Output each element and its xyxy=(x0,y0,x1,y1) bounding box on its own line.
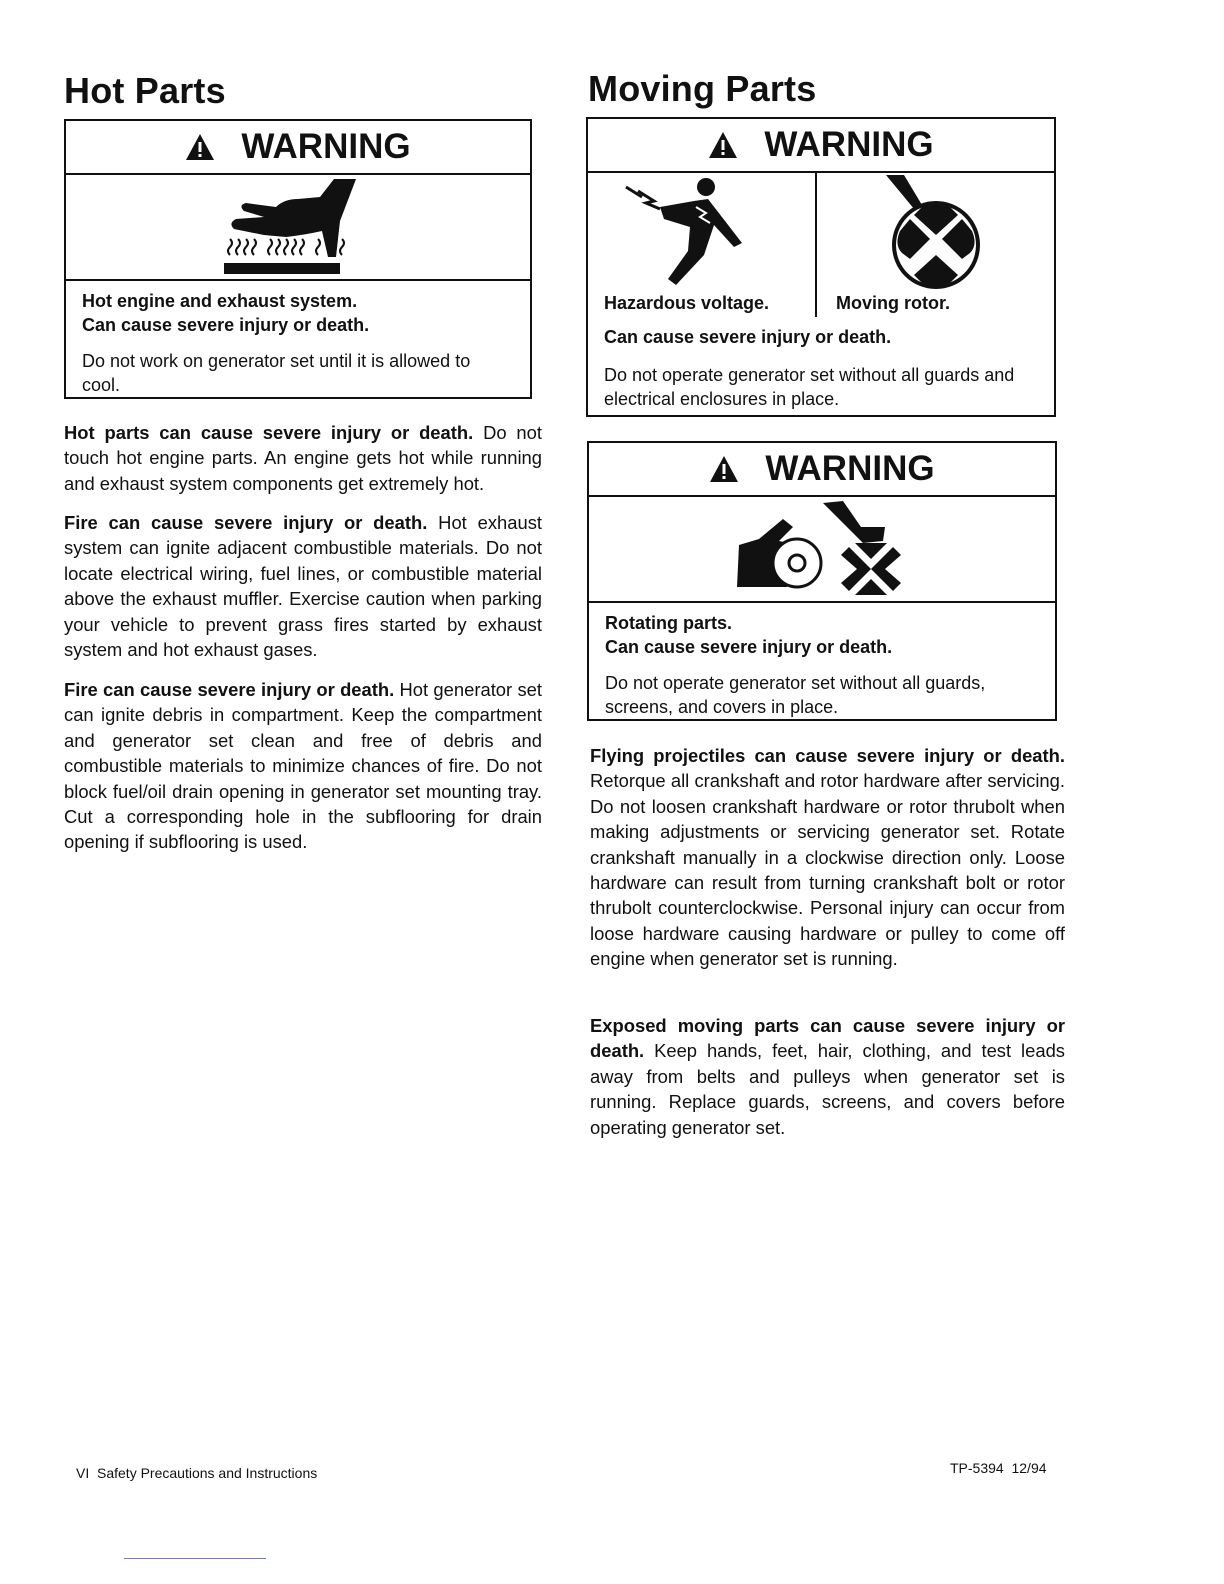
warning-label: WARNING xyxy=(765,449,935,488)
warning-header xyxy=(589,443,1055,497)
vertical-divider xyxy=(815,173,817,317)
hot-parts-paragraph-2: Fire can cause severe injury or death. Hot exhaust system can ignite adjacent combustible materials. Do not locate electrical wiring, fuel lines, or combustible material above the exhaust muffler. Exercise caution when parking your vehicle to prevent grass fires started by exhaust system and hot exhaust gases. xyxy=(64,512,543,661)
hot-parts-paragraph-1: Hot parts can cause severe injury or death. Do not touch hot engine parts. An engine gets hot while running and exhaust system components get extremely hot. xyxy=(64,422,542,494)
hazard-line: Can cause severe injury or death. xyxy=(604,327,892,347)
pictogram-row xyxy=(588,173,1054,317)
warning-triangle-icon xyxy=(185,133,215,161)
moving-parts-paragraph-2: Exposed moving parts can cause severe injury or death. Keep hands, feet, hair, clothing, and test leads away from belts and pulleys when generator set is running. Replace guards, screens, and covers before operating generator set. xyxy=(590,1015,1065,1138)
moving-rotor-caption: Moving rotor. xyxy=(836,293,950,313)
warning-label: WARNING xyxy=(241,127,411,166)
moving-parts-warning-box-2 xyxy=(587,441,1057,721)
warning-triangle-icon xyxy=(708,131,738,159)
hot-parts-paragraph-3: Fire can cause severe injury or death. Hot generator set can ignite debris in compartment. Keep the compartment and generator set clean and free of debris and combustible materials to minimize chances of fire. Do not block fuel/oil drain opening in generator set mounting tray. Cut a corresponding hole in the subflooring for drain opening if subflooring is used. xyxy=(64,679,542,853)
moving-rotor-icon xyxy=(874,175,994,295)
footer-left: VI Safety Precautions and Instructions xyxy=(76,1465,318,1481)
hot-parts-title: Hot Parts xyxy=(64,70,226,111)
moving-parts-warning-box-1 xyxy=(586,117,1056,417)
warning-header xyxy=(588,119,1054,173)
moving-parts-paragraph-1: Flying projectiles can cause severe injury or death. Retorque all crankshaft and rotor hardware after servicing. Do not loosen crankshaft hardware or rotor thrubolt when making adjustments or servicing generator set. Rotate crankshaft manually in a clockwise direction only. Loose hardware can result from turning crankshaft bolt or rotor thrubolt counterclockwise. Personal injury can occur from loose hardware causing hardware or pulley to come off engine when generator set is running. xyxy=(590,745,1065,970)
hazard-line-2: Can cause severe injury or death. xyxy=(82,315,370,335)
hazard-line-1: Rotating parts. xyxy=(605,613,733,633)
hazard-line-2: Can cause severe injury or death. xyxy=(605,637,893,657)
hazard-line-1: Hot engine and exhaust system. xyxy=(82,291,358,311)
moving-parts-warning-text-2 xyxy=(589,603,1055,719)
hot-surface-hand-icon xyxy=(224,177,364,277)
hot-parts-warning-text xyxy=(66,281,530,397)
warning-label: WARNING xyxy=(764,125,934,164)
footer-right: TP-5394 12/94 xyxy=(950,1460,1047,1476)
moving-parts-warning-text-1 xyxy=(588,317,1054,411)
warning-header xyxy=(66,121,530,175)
moving-parts-title: Moving Parts xyxy=(588,68,817,109)
rotating-parts-icon xyxy=(731,497,921,601)
hazardous-voltage-caption: Hazardous voltage. xyxy=(604,293,770,313)
instruction-text: Do not operate generator set without all guards and electrical enclosures in place. xyxy=(604,365,1015,409)
hot-parts-warning-box xyxy=(64,119,532,399)
hot-parts-pictogram xyxy=(66,175,530,281)
warning-triangle-icon xyxy=(709,455,739,483)
instruction-text: Do not operate generator set without all guards, screens, and covers in place. xyxy=(605,673,986,717)
rotating-parts-pictogram xyxy=(589,497,1055,603)
bottom-rule xyxy=(124,1558,266,1559)
instruction-text: Do not work on generator set until it is allowed to cool. xyxy=(82,351,471,395)
electric-shock-icon xyxy=(624,177,754,287)
